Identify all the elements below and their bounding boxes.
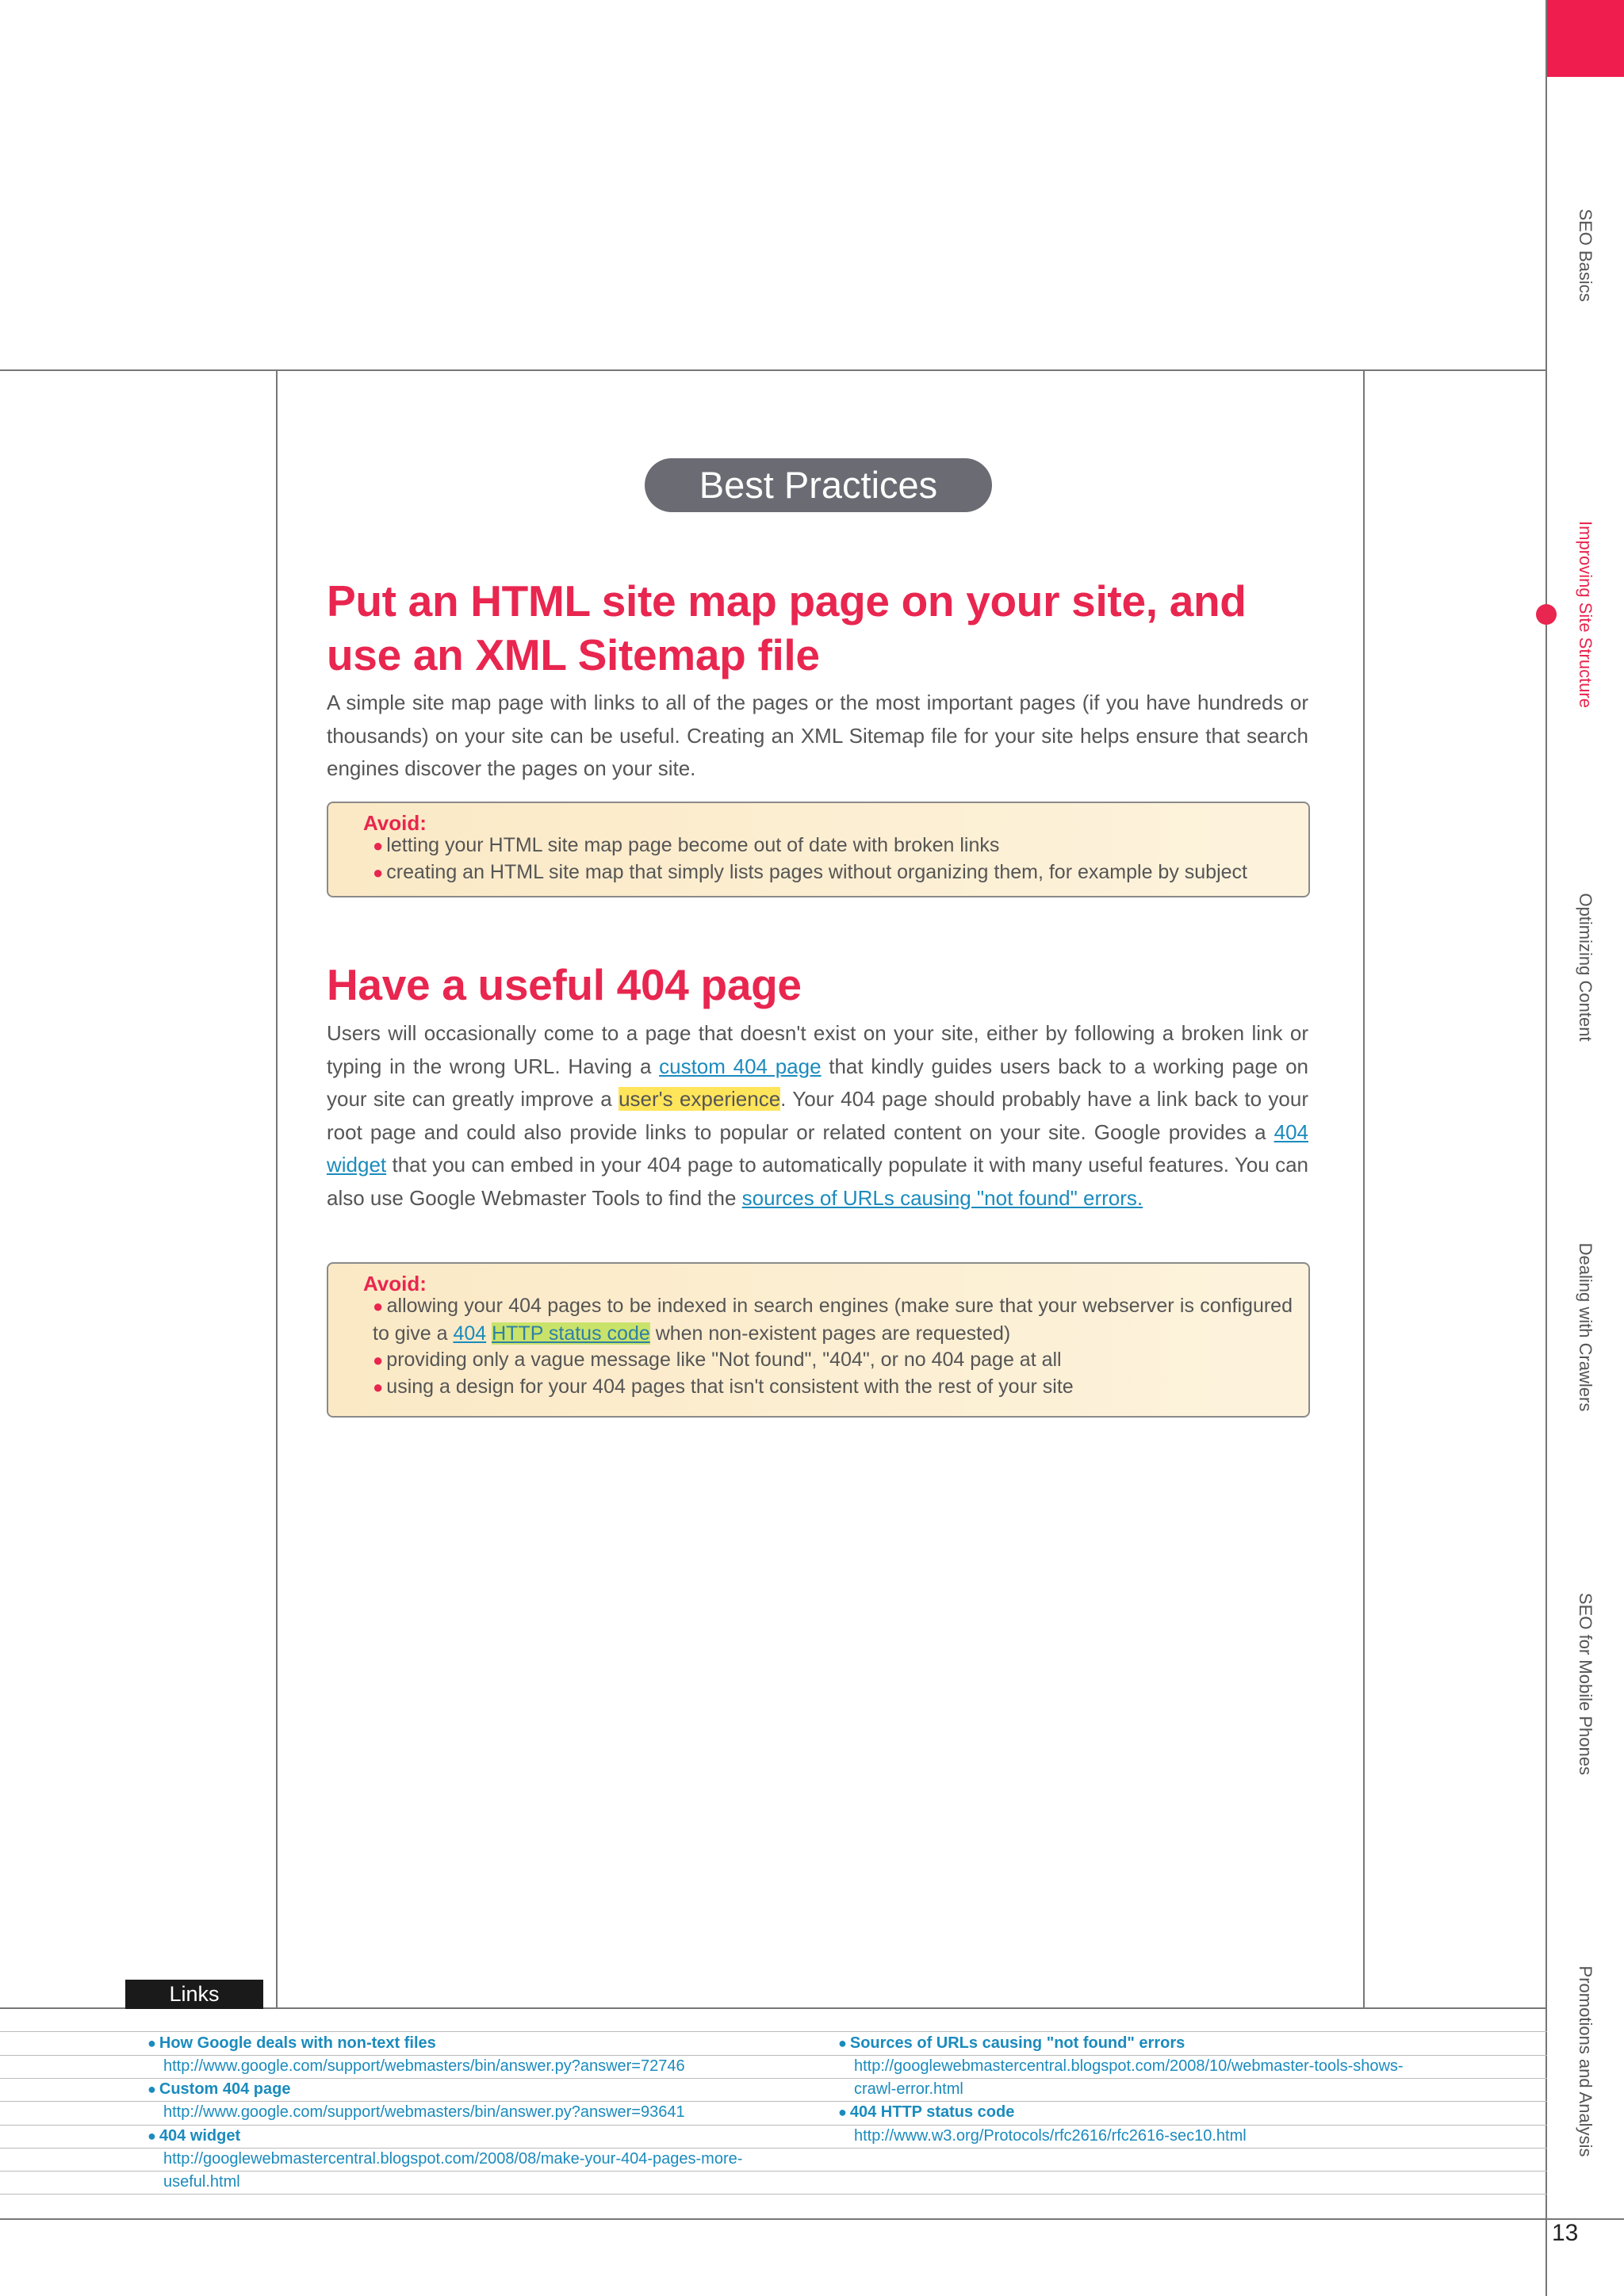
links-row-line [0, 2031, 1547, 2032]
link-title-custom-404-page[interactable]: ● Custom 404 page [147, 2080, 291, 2098]
links-row-line [0, 2148, 1547, 2149]
bullet-icon: ● [147, 2128, 156, 2144]
bullet-icon: ● [373, 1350, 384, 1370]
avoid-item-text: letting your HTML site map page become out of date with broken links [386, 834, 1000, 856]
active-section-dot-icon [1536, 604, 1557, 625]
link-title-sources-of-urls[interactable]: ● Sources of URLs causing "not found" errors [838, 2034, 1185, 2052]
section1-body: A simple site map page with links to all of the pages or the most important pages (if you have hundreds or thousands) on your site can be useful. Creating an XML Sitemap file for your site helps ensure that search engines discover the pages on your site. [327, 691, 1308, 780]
avoid-item [373, 1346, 1293, 1374]
avoid-title: Avoid: [363, 811, 427, 835]
avoid-item [373, 832, 1293, 859]
404-link[interactable]: 404 [453, 1322, 487, 1345]
link-title-non-text-files[interactable]: ● How Google deals with non-text files [147, 2034, 436, 2052]
link-url[interactable]: http://www.w3.org/Protocols/rfc2616/rfc2616-sec10.html [854, 2127, 1247, 2145]
bottom-frame-line [0, 2218, 1624, 2220]
body-text: that you can embed in your 404 page to automatically populate it with many useful features. You can also use Google Webmaster Tools to find the [327, 1153, 1308, 1210]
section2-title: Have a useful 404 page [327, 960, 802, 1009]
bullet-icon: ● [373, 1377, 384, 1397]
avoid-item [373, 859, 1293, 886]
link-title-404-http-status-code[interactable]: ● 404 HTTP status code [838, 2103, 1015, 2121]
avoid-item-text: using a design for your 404 pages that isn't consistent with the rest of your site [386, 1376, 1074, 1398]
users-experience-highlight: user's experience [619, 1087, 781, 1111]
avoid-title: Avoid: [363, 1272, 427, 1295]
side-nav-divider [1545, 0, 1547, 2296]
side-nav-optimizing-content[interactable]: Optimizing Content [1576, 893, 1595, 1042]
avoid-item-text: when non-existent pages are requested) [649, 1322, 1011, 1345]
section1-title-line2: use an XML Sitemap file [327, 630, 820, 679]
link-title-404-widget[interactable]: ● 404 widget [147, 2127, 241, 2145]
links-row-line [0, 2125, 1547, 2126]
side-nav-dealing-with-crawlers[interactable]: Dealing with Crawlers [1576, 1242, 1595, 1412]
links-row-line [0, 2171, 1547, 2172]
section2-avoid-box [327, 1262, 1310, 1418]
bullet-icon: ● [838, 2104, 847, 2120]
right-frame-line [1363, 369, 1365, 2007]
body-text: that kindly guides users back to a working page on your site can greatly improve a [327, 1054, 1309, 1111]
avoid-item-text: allowing your 404 pages to be indexed in search engines (make sure that your webserver is configured to give a [373, 1295, 1293, 1345]
link-url[interactable]: http://www.google.com/support/webmasters/bin/answer.py?answer=72746 [163, 2057, 685, 2075]
avoid-item [373, 1373, 1293, 1401]
side-nav-promotions-and-analysis[interactable]: Promotions and Analysis [1576, 1965, 1595, 2157]
side-nav-seo-basics[interactable]: SEO Basics [1576, 209, 1595, 302]
404-widget-link[interactable]: 404 widget [327, 1119, 1308, 1177]
link-url[interactable]: http://googlewebmastercentral.blogspot.com/2008/10/webmaster-tools-shows- [854, 2057, 1404, 2075]
best-practices-pill: Best Practices [645, 458, 992, 512]
section2-body [327, 1017, 1308, 1215]
links-row-line [0, 2194, 1547, 2195]
bullet-icon: ● [147, 2081, 156, 2097]
side-nav-accent-block [1547, 0, 1624, 77]
bullet-icon: ● [147, 2035, 156, 2051]
section1-title-line1: Put an HTML site map page on your site, and [327, 576, 1247, 626]
bullet-icon: ● [373, 836, 384, 855]
side-nav-seo-for-mobile-phones[interactable]: SEO for Mobile Phones [1576, 1593, 1595, 1775]
link-url[interactable]: http://www.google.com/support/webmasters/bin/answer.py?answer=93641 [163, 2103, 685, 2121]
link-url[interactable]: useful.html [163, 2173, 240, 2191]
side-nav-improving-site-structure[interactable]: Improving Site Structure [1576, 521, 1595, 708]
links-tab: Links [125, 1980, 263, 2009]
http-status-code-link[interactable]: HTTP status code [492, 1322, 650, 1345]
section1-avoid-box [327, 802, 1310, 897]
bullet-icon: ● [373, 863, 384, 882]
body-text: Users will occasionally come to a page that doesn't exist on your site, either by following a broken link or typing in the wrong URL. Having a [327, 1021, 1308, 1078]
custom-404-page-link[interactable]: custom 404 page [659, 1054, 822, 1078]
links-row-line [0, 2078, 1547, 2079]
avoid-item-text: providing only a vague message like "Not found", "404", or no 404 page at all [386, 1349, 1062, 1371]
bullet-icon: ● [373, 1296, 384, 1316]
bullet-icon: ● [838, 2035, 847, 2051]
links-row-line [0, 2101, 1547, 2102]
link-url[interactable]: crawl-error.html [854, 2080, 963, 2098]
avoid-item-text: creating an HTML site map that simply lists pages without organizing them, for example by subject [386, 861, 1247, 883]
left-frame-line [276, 369, 278, 2007]
page-number: 13 [1552, 2220, 1579, 2246]
links-row-line [0, 2055, 1547, 2056]
avoid-item [373, 1292, 1293, 1347]
top-frame-line [0, 369, 1547, 371]
sources-of-urls-link[interactable]: sources of URLs causing "not found" errors. [741, 1185, 1143, 1210]
body-text: . Your 404 page should probably have a link back to your root page and could also provide links to popular or related content on your site. Google provides a [327, 1087, 1308, 1144]
link-url[interactable]: http://googlewebmastercentral.blogspot.com/2008/08/make-your-404-pages-more- [163, 2150, 743, 2168]
